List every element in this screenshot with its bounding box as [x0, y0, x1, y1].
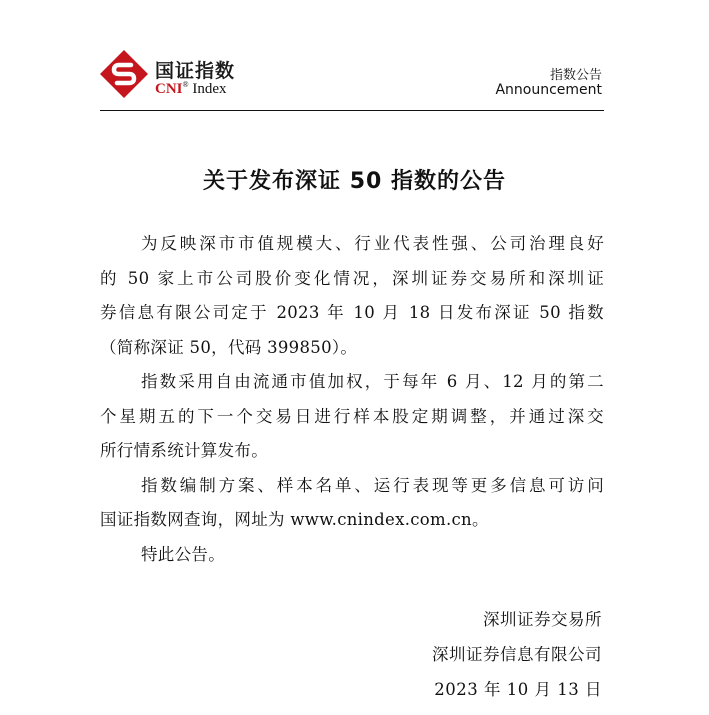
logo-cni: CNI: [155, 81, 183, 97]
document-body: [100, 227, 604, 572]
header-divider: [100, 110, 604, 111]
paragraph-1-line-3: 券信息有限公司定于 2023 年 10 月 18 日发布深证 50 指数: [100, 303, 604, 322]
logo-registered-mark: ®: [182, 80, 189, 89]
paragraph-2-line-1: 指数采用自由流通市值加权，于每年 6 月、12 月的第二: [141, 372, 604, 391]
cni-logo-icon: [100, 50, 148, 98]
closing-line: 特此公告。: [141, 544, 225, 564]
signature-date: 2023 年 10 月 13 日: [434, 680, 602, 699]
paragraph-2-line-2: 个星期五的下一个交易日进行样本股定期调整，并通过深交: [100, 406, 604, 426]
paragraph-1-line-1: 为反映深市市值规模大、行业代表性强、公司治理良好: [141, 234, 604, 253]
paragraph-3-line-2: 国证指数网查询，网址为 www.cnindex.com.cn。: [100, 510, 489, 529]
document-header: [0, 0, 709, 112]
announcement-label-en: Announcement: [495, 82, 602, 98]
logo-index: Index: [188, 81, 227, 97]
announcement-label-cn: 指数公告: [549, 68, 602, 83]
signature-org-1: 深圳证券交易所: [483, 610, 602, 629]
logo-text-en: [155, 80, 227, 98]
paragraph-2-line-3: 所行情系统计算发布。: [100, 441, 268, 460]
document-title: 关于发布深证 50 指数的公告: [203, 169, 506, 194]
paragraph-1-line-4: （简称深证 50，代码 399850）。: [100, 337, 358, 357]
paragraph-1-line-2: 的 50 家上市公司股价变化情况，深圳证券交易所和深圳证: [100, 268, 604, 288]
paragraph-3-line-1: 指数编制方案、样本名单、运行表现等更多信息可访问: [141, 475, 604, 495]
signature-org-2: 深圳证券信息有限公司: [432, 645, 602, 664]
logo-text-cn: 国证指数: [155, 60, 236, 82]
